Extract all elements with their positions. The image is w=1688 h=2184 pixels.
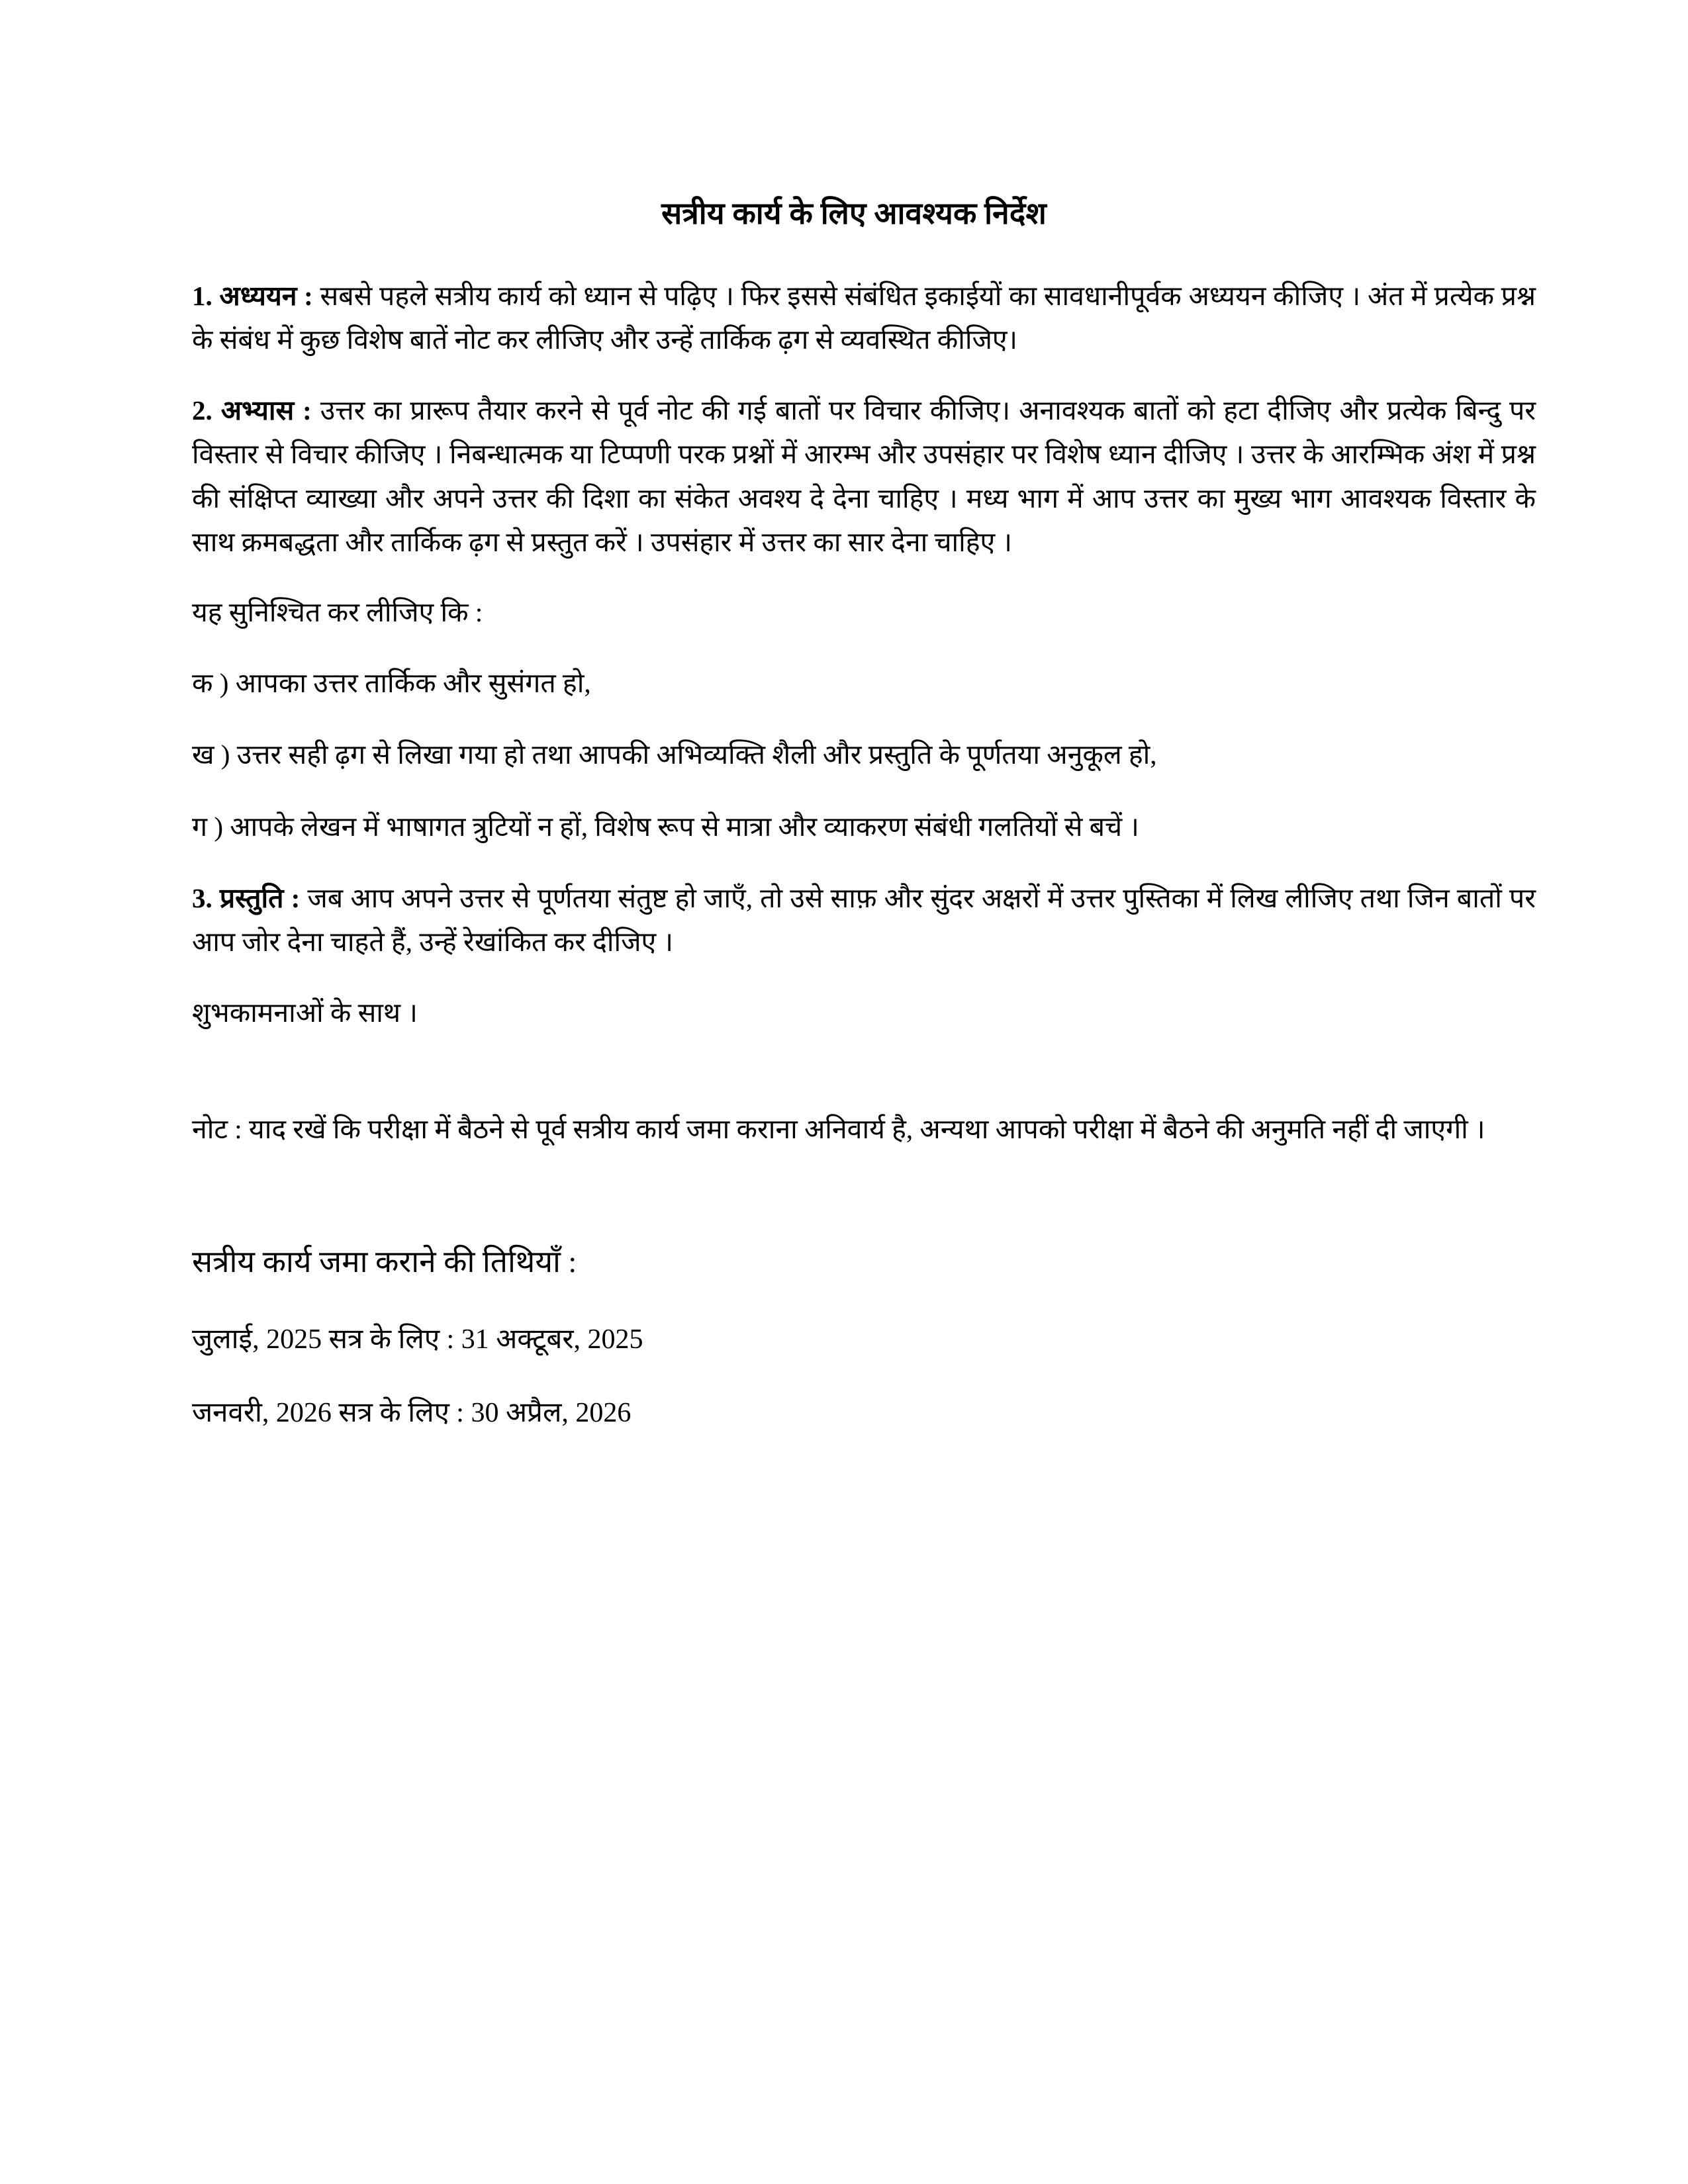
instruction-label-practice: 2. अभ्यास : xyxy=(192,394,312,426)
page-title: सत्रीय कार्य के लिए आवश्यक निर्देश xyxy=(661,197,1047,230)
dates-heading: सत्रीय कार्य जमा कराने की तिथियाँ : xyxy=(192,1244,577,1279)
ensure-intro: यह सुनिश्चित कर लीजिए कि : xyxy=(192,597,483,628)
date-line-july-session: जुलाई, 2025 सत्र के लिए : 31 अक्टूबर, 2025 xyxy=(192,1324,643,1355)
instruction-text-presentation: जब आप अपने उत्तर से पूर्णतया संतुष्ट हो जाएँ, तो उसे साफ़ और सुंदर अक्षरों में उत्तर पुस्तिका में लिख लीजिए तथा जिन बातों पर आप जोर देना चाहते हैं, उन्हें रेखांकित कर दीजिए । xyxy=(192,883,1536,958)
note-paragraph: नोट : याद रखें कि परीक्षा में बैठने से पूर्व सत्रीय कार्य जमा कराना अनिवार्य है, अन्यथा आपको परीक्षा में बैठने की अनुमति नहीं दी जाएगी । xyxy=(192,1114,1485,1145)
sub-item-kha: ख ) उत्तर सही ढ़ग से लिखा गया हो तथा आपकी अभिव्यक्ति शैली और प्रस्तुति के पूर्णतया अनुकूल हो, xyxy=(192,739,1157,770)
section-spacer xyxy=(192,1061,1536,1107)
sub-item-ga: ग ) आपके लेखन में भाषागत त्रुटियों न हों, विशेष रूप से मात्रा और व्याकरण संबंधी गलतियों से बचें । xyxy=(192,811,1139,842)
date-line-january-session: जनवरी, 2026 सत्र के लिए : 30 अप्रैल, 2026 xyxy=(192,1398,632,1429)
instruction-text-study: सबसे पहले सत्रीय कार्य को ध्यान से पढ़िए । फिर इससे संबंधित इकाईयों का सावधानीपूर्वक अध्ययन कीजिए । अंत में प्रत्येक प्रश्न के संबंध में कुछ विशेष बातें नोट कर लीजिए और उन्हें तार्किक ढ़ग से व्यवस्थित कीजिए। xyxy=(192,281,1536,355)
instruction-label-presentation: 3. प्रस्तुति : xyxy=(192,883,301,914)
instruction-label-study: 1. अध्ययन : xyxy=(192,281,313,311)
instruction-paragraph-presentation xyxy=(192,876,1536,964)
closing-line: शुभकामनाओं के साथ । xyxy=(192,997,418,1028)
sub-item-ka: क ) आपका उत्तर तार्किक और सुसंगत हो, xyxy=(192,667,591,698)
instruction-text-practice: उत्तर का प्रारूप तैयार करने से पूर्व नोट की गई बातों पर विचार कीजिए। अनावश्यक बातों को हटा दीजिए और प्रत्येक बिन्दु पर विस्तार से विचार कीजिए । निबन्धात्मक या टिप्पणी परक प्रश्नों में आरम्भ और उपसंहार पर विशेष ध्यान दीजिए । उत्तर के आरम्भिक अंश में प्रश्न की संक्षिप्त व्याख्या और अपने उत्तर की दिशा का संकेत अवश्य दे देना चाहिए । मध्य भाग में आप उत्तर का मुख्य भाग आवश्यक विस्तार के साथ क्रमबद्धता और तार्किक ढ़ग से प्रस्तुत करें । उपसंहार में उत्तर का सार देना चाहिए । xyxy=(192,394,1536,558)
instruction-paragraph-practice xyxy=(192,388,1536,565)
instruction-paragraph-study xyxy=(192,274,1536,362)
